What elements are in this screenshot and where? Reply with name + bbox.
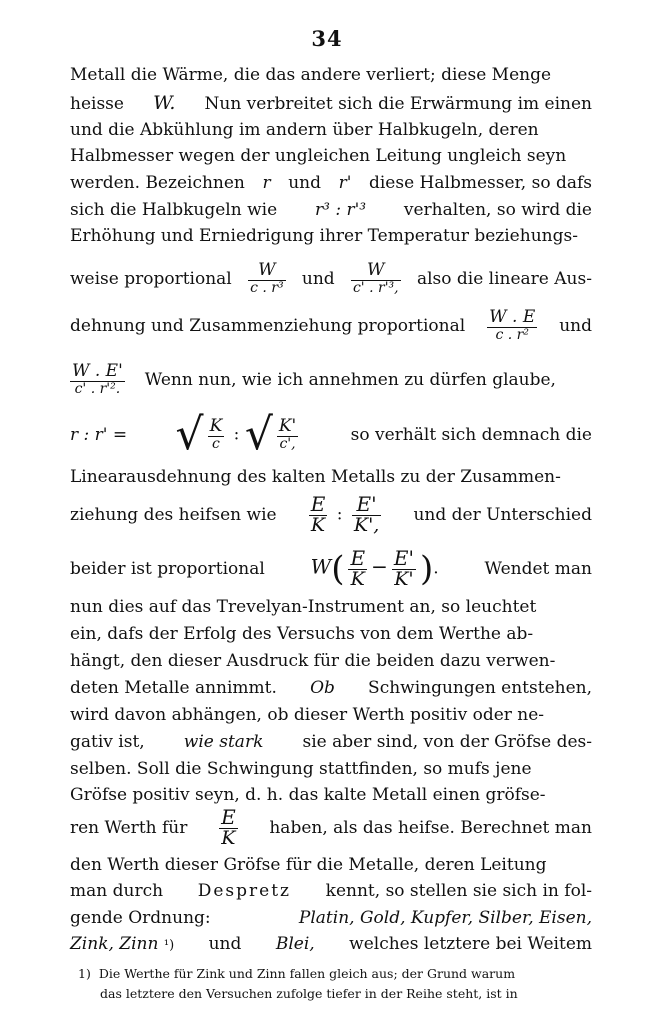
fraction-e-prime-over-k-prime: $\frac{E'}{K',}$ [353, 492, 380, 537]
fraction-w-over-cr3: $\frac{W}{\text{c . r³}}$ [250, 260, 284, 297]
radical-sign: √ [244, 409, 273, 460]
page-number: 34 [311, 26, 343, 51]
footnote-line: das letztere den Versuchen zufolge tiefer in der Reihe steht, ist in [100, 986, 518, 1001]
text-line: nun dies auf das Trevelyan-Instrument an, so leuchtet [70, 597, 537, 617]
text-line: ren Werth für $\frac{E}{K}$ haben, als das heifse. Berechnet man [70, 805, 592, 850]
text-line: Metall die Wärme, die das andere verliert; diese Menge [70, 65, 552, 85]
text-line: den Werth dieser Gröfse für die Metalle, deren Leitung [70, 855, 547, 875]
text-line: $\frac{W . E'}{\text{c' . r'².}}$ Wenn nun, wie ich annehmen zu dürfen glaube, [72, 361, 556, 398]
fraction-k-prime-over-c-prime: $\frac{K'}{c',}$ [278, 416, 297, 453]
text-line: und die Abkühlung im andern über Halbkugeln, deren [70, 120, 539, 140]
text-line: dehnung und Zusammenziehung proportional $\frac{W . E}{\text{c . r²}}$ und [70, 307, 592, 344]
text-line: Zink, Zinn ¹) und Blei, welches letztere bei Weitem [70, 934, 592, 954]
text-line: heisse W. Nun verbreitet sich die Erwärmung im einen [70, 92, 592, 114]
text-line: wird davon abhängen, ob dieser Werth positiv oder ne- [70, 705, 545, 725]
text-line: gativ ist, wie stark sie aber sind, von der Gröfse des- [70, 732, 592, 752]
footnote-line: 1) Die Werthe für Zink und Zinn fallen gleich aus; der Grund warum [78, 966, 516, 981]
fraction-we-prime-over-c-prime-r-prime2: $\frac{W . E'}{\text{c' . r'².}}$ [72, 361, 123, 398]
text-line: Erhöhung und Erniedrigung ihrer Temperatur beziehungs- [70, 226, 578, 246]
text-line: Linearausdehnung des kalten Metalls zu der Zusammen- [70, 467, 561, 487]
fraction-e-over-k: $\frac{E}{K}$ [310, 492, 326, 537]
difference-expression: W( $\frac{E}{K}$ − $\frac{E'}{K'}$ ). [310, 546, 439, 591]
text-line: ein, dafs der Erfolg des Versuchs von dem Werthe ab- [70, 624, 534, 644]
text-line: weise proportional $\frac{W}{\text{c . r³}}$ und $\frac{W}{\text{c' . r'³,}}$ also die lineare Aus- [70, 260, 592, 297]
text-line: selben. Soll die Schwingung stattfinden, so mufs jene [70, 759, 532, 779]
ratio-e-k: $\frac{E}{K}$ : $\frac{E'}{K',}$ [310, 492, 380, 537]
text-line: Gröfse positiv seyn, d. h. das kalte Metall einen gröfse- [70, 785, 546, 805]
fraction-we-over-cr2: $\frac{W . E}{\text{c . r²}}$ [489, 307, 536, 344]
radical-sign: √ [175, 409, 204, 460]
sqrt-ratio: √ $\frac{K}{c}$ : √ $\frac{K'}{c',}$ [175, 409, 297, 460]
fraction-e-over-k: $\frac{E}{K}$ [350, 546, 366, 591]
text-line: hängt, den dieser Ausdruck für die beiden dazu verwen- [70, 651, 556, 671]
text-line: deten Metalle annimmt. Ob Schwingungen entstehen, [70, 678, 592, 698]
fraction-e-prime-over-k-prime: $\frac{E'}{K'}$ [393, 546, 414, 591]
footnote-marker: 1) [78, 966, 91, 981]
fraction-w-over-c-prime-r-prime3: $\frac{W}{\text{c' . r'³,}}$ [352, 260, 399, 297]
text-line: man durch Despretz kennt, so stellen sie sich in fol- [70, 881, 592, 901]
text-line: beider ist proportional W( $\frac{E}{K}$ − $\frac{E'}{K'}$ ). Wendet man [70, 546, 592, 591]
text-line: Halbmesser wegen der ungleichen Leitung ungleich seyn [70, 146, 567, 166]
text-line: ziehung des heifsen wie $\frac{E}{K}$ : $\frac{E'}{K',}$ und der Unterschied [70, 492, 592, 537]
text-line: sich die Halbkugeln wie r³ : r'³ verhalten, so wird die [70, 200, 592, 220]
text-line: werden. Bezeichnen r und r' diese Halbmesser, so dafs [70, 173, 592, 193]
fraction-k-over-c: $\frac{K}{c}$ [209, 416, 223, 453]
text-line: r : r' = √ $\frac{K}{c}$ : √ $\frac{K'}{c',}$ so verhält sich demnach die [70, 409, 592, 460]
text-line: gende Ordnung: Platin, Gold, Kupfer, Silber, Eisen, [70, 908, 592, 928]
fraction-e-over-k: $\frac{E}{K}$ [221, 805, 236, 850]
